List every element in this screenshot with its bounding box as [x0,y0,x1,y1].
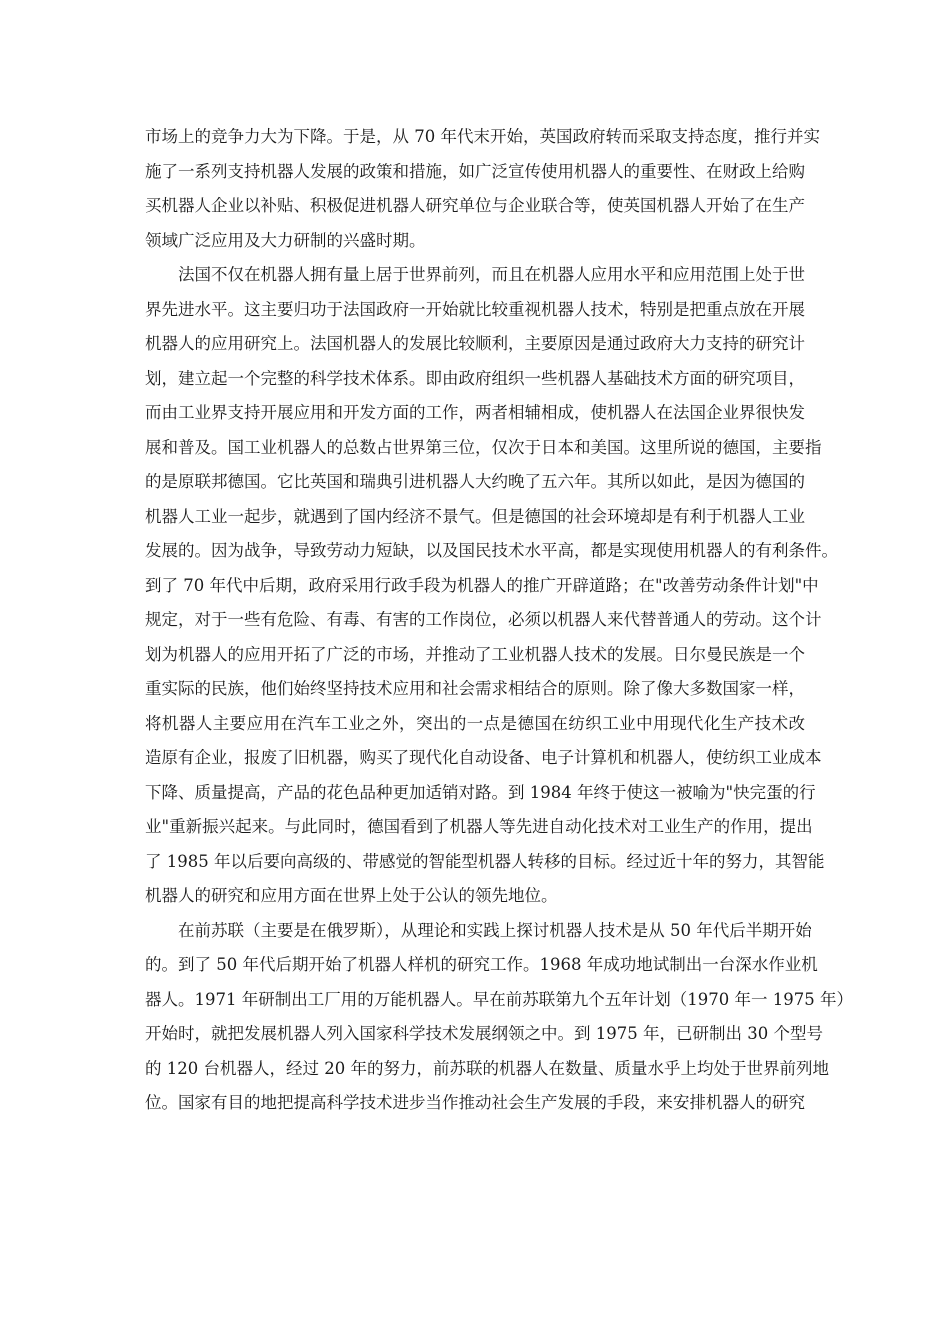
text-line: 下降、质量提高，产品的花色品种更加适销对路。到 1984 年终于使这一被喻为"快完蛋的行 [145,782,816,802]
paragraph [145,914,853,1121]
text-line: 业"重新振兴起来。与此同时，德国看到了机器人等先进自动化技术对工业生产的作用，提出 [145,817,813,836]
text-line: 到了 70 年代中后期，政府采用行政手段为机器人的推广开辟道路；在"改善劳动条件计划"中 [145,575,819,595]
text-line: 划，建立起一个完整的科学技术体系。即由政府组织一些机器人基础技术方面的研究项目， [145,368,805,388]
text-line: 机器人的应用研究上。法国机器人的发展比较顺利，主要原因是通过政府大力支持的研究计 [145,334,805,353]
text-line: 界先进水平。这主要归功于法国政府一开始就比较重视机器人技术，特别是把重点放在开展 [145,299,805,319]
paragraph [145,258,838,914]
text-line: 施了一系列支持机器人发展的政策和措施，如广泛宣传使用机器人的重要性、在财政上给购 [145,161,805,181]
text-line: 而由工业界支持开展应用和开发方面的工作，两者相辅相成，使机器人在法国企业界很快发 [145,403,805,422]
text-line: 在前苏联（主要是在俄罗斯），从理论和实践上探讨机器人技术是从 50 年代后半期开始 [178,920,812,940]
text-line: 机器人工业一起步，就遇到了国内经济不景气。但是德国的社会环境却是有利于机器人工业 [145,506,805,526]
text-line: 将机器人主要应用在汽车工业之外，突出的一点是德国在纺织工业中用现代化生产技术改 [145,713,805,733]
text-line: 买机器人企业以补贴、积极促进机器人研究单位与企业联合等，使英国机器人开始了在生产 [145,196,805,215]
text-line: 重实际的民族，他们始终坚持技术应用和社会需求相结合的原则。除了像大多数国家一样， [145,679,805,698]
text-line: 了 1985 年以后要向高级的、带感觉的智能型机器人转移的目标。经过近十年的努力，其智能 [145,851,825,871]
document-body [145,120,853,1121]
text-line: 发展的。因为战争，导致劳动力短缺，以及国民技术水平高，都是实现使用机器人的有利条件。 [145,541,838,560]
text-line: 划为机器人的应用开拓了广泛的市场，并推动了工业机器人技术的发展。日尔曼民族是一个 [145,644,805,664]
text-line: 机器人的研究和应用方面在世界上处于公认的领先地位。 [145,886,558,905]
text-line: 领域广泛应用及大力研制的兴盛时期。 [145,230,426,250]
text-line: 造原有企业，报废了旧机器，购买了现代化自动设备、电子计算机和机器人，使纺织工业成本 [145,748,822,767]
text-line: 器人。1971 年研制出工厂用的万能机器人。早在前苏联第九个五年计划（1970 年一 1975 年） [145,989,853,1009]
text-line: 的 120 台机器人，经过 20 年的努力，前苏联的机器人在数量、质量水乎上均处于世界前列地 [145,1058,829,1078]
text-line: 的。到了 50 年代后期开始了机器人样机的研究工作。1968 年成功地试制出一台深水作业机 [145,955,818,974]
text-line: 法国不仅在机器人拥有量上居于世界前列，而且在机器人应用水平和应用范围上处于世 [178,265,805,284]
text-line: 市场上的竞争力大为下降。于是，从 70 年代末开始，英国政府转而采取支持态度，推行并实 [145,127,820,146]
text-line: 展和普及。国工业机器人的总数占世界第三位，仅次于日本和美国。这里所说的德国，主要指 [145,437,822,457]
text-line: 开始时，就把发展机器人列入国家科学技术发展纲领之中。到 1975 年，已研制出 30 个型号 [145,1024,823,1043]
text-line: 的是原联邦德国。它比英国和瑞典引进机器人大约晚了五六年。其所以如此，是因为德国的 [145,472,805,491]
text-line: 位。国家有目的地把提高科学技术进步当作推动社会生产发展的手段，来安排机器人的研究 [145,1093,805,1112]
text-line: 规定，对于一些有危险、有毒、有害的工作岗位，必须以机器人来代替普通人的劳动。这个计 [145,610,822,629]
paragraph [145,120,820,258]
